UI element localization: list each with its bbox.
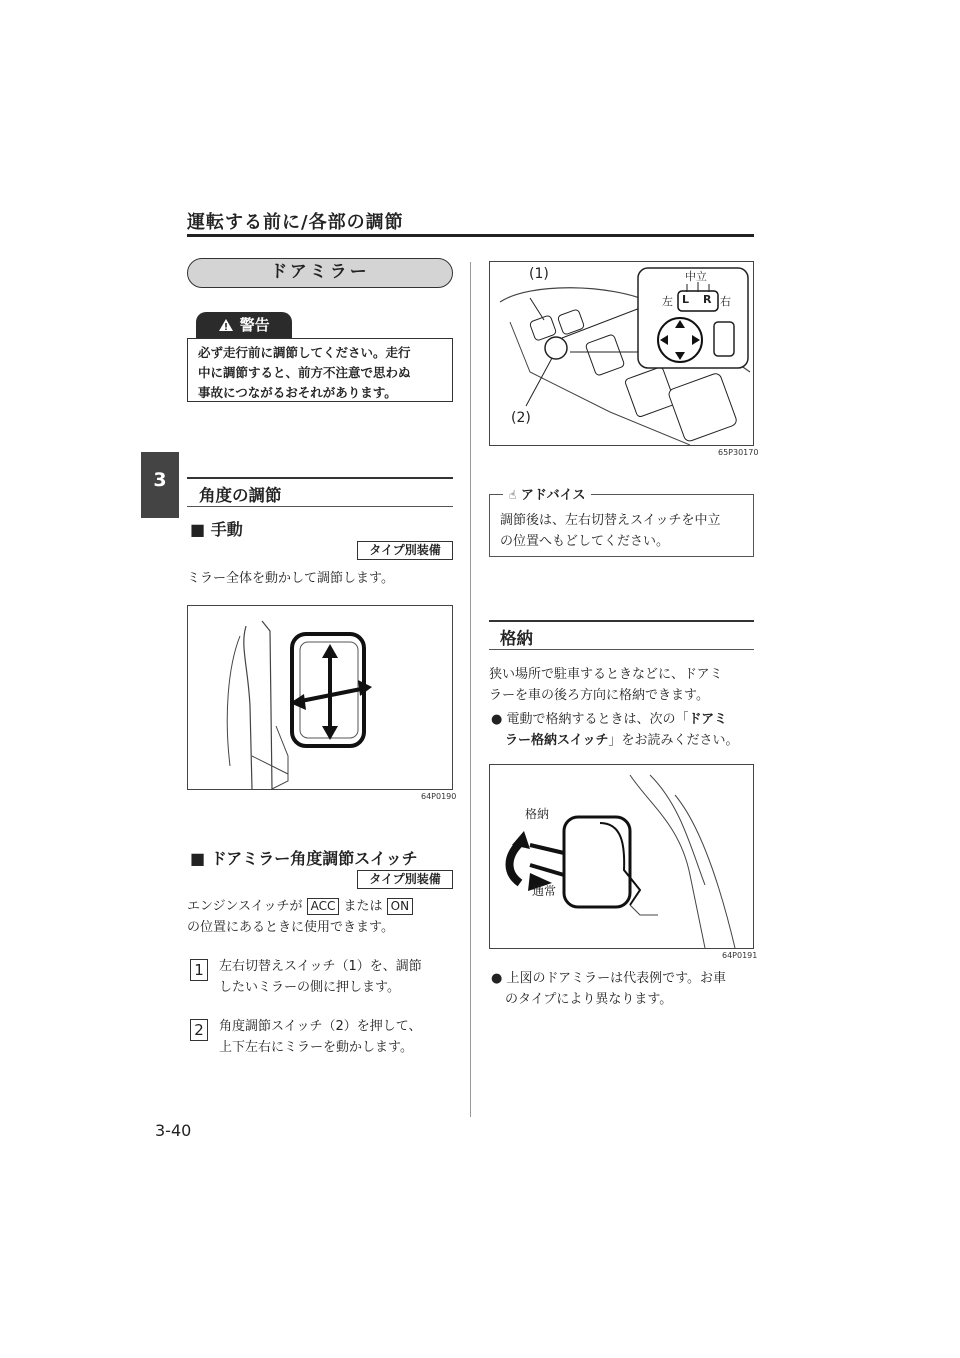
switch-text-line2: の位置にあるときに使用できます。: [187, 920, 394, 935]
page-number: 3-40: [155, 1121, 192, 1140]
storage-text: [489, 664, 723, 706]
warning-text-line: 必ず走行前に調節してください。走行: [198, 345, 411, 360]
switch-text-before: エンジンスイッチが: [187, 899, 303, 914]
storage-text-line: 狭い場所で駐車するときなどに、ドアミ: [489, 667, 723, 682]
step-text: [219, 956, 422, 998]
type-tag: タイプ別装備: [357, 541, 453, 560]
warning-text-line: 事故につながるおそれがあります。: [198, 385, 397, 400]
advice-text-line: 調節後は、左右切替えスイッチを中立: [500, 513, 721, 528]
bullet-dot: ●: [491, 712, 503, 727]
left-label: 左: [662, 295, 673, 308]
bullet-text-before: 電動で格納するときは、次の「: [506, 712, 689, 727]
advice-label: [503, 484, 591, 503]
switch-R-label: R: [703, 293, 712, 306]
warning-text-line: 中に調節すると、前方不注意で思わぬ: [198, 365, 411, 380]
bullet-dot: ●: [491, 971, 503, 986]
step-line: 角度調節スイッチ（2）を押して、: [219, 1019, 422, 1034]
manual-text: ミラー全体を動かして調節します。: [187, 571, 394, 586]
right-label: 右: [720, 295, 731, 308]
neutral-label: 中立: [685, 270, 707, 283]
acc-key: ACC: [307, 898, 340, 915]
type-tag: タイプ別装備: [357, 870, 453, 889]
section-title: ドアミラー: [187, 258, 453, 288]
step-line: 左右切替えスイッチ（1）を、調節: [219, 959, 422, 974]
section-rule-bottom: [187, 506, 453, 507]
bullet-bold-1: ドアミ: [688, 712, 728, 727]
step-text: [219, 1016, 422, 1058]
section-rule-bottom: [489, 649, 754, 650]
bullet-text-after: 」をお読みください。: [608, 733, 739, 748]
mirror-illustration: [188, 606, 452, 789]
switch-text: [187, 896, 457, 938]
storage-note: [491, 968, 756, 1010]
pointing-hand-icon: ☝: [509, 488, 517, 502]
storage-illustration: [490, 765, 753, 948]
step-number: 2: [190, 1019, 208, 1041]
note-line: 上図のドアミラーは代表例です。お車: [506, 971, 727, 986]
stored-label: 格納: [525, 807, 550, 821]
column-divider: [470, 262, 471, 1117]
warning-label-text: 警告: [239, 316, 270, 334]
callout-label-1: (1): [529, 266, 549, 282]
note-line: のタイプにより異なります。: [505, 992, 673, 1007]
storage-figure: [489, 764, 754, 949]
mirror-figure: [187, 605, 453, 790]
section-rule-top: [187, 477, 453, 479]
storage-section-title: 格納: [500, 629, 533, 648]
warning-box: [187, 338, 453, 402]
chapter-tab: 3: [141, 452, 179, 518]
warning-triangle-icon: [218, 314, 234, 340]
advice-box: [489, 494, 754, 557]
on-key: ON: [387, 898, 413, 915]
switch-text-middle: または: [343, 899, 383, 914]
bullet-bold-2: ラー格納スイッチ: [505, 733, 609, 748]
advice-text-line: の位置へもどしてください。: [500, 534, 670, 549]
step-number: 1: [190, 959, 208, 981]
figure-code: 64P0190: [421, 792, 457, 801]
section-rule-top: [489, 620, 754, 622]
normal-label: 通常: [532, 884, 557, 898]
warning-label: [196, 312, 292, 338]
storage-bullet: [491, 709, 756, 751]
step-line: したいミラーの側に押します。: [219, 980, 400, 995]
header-rule: [187, 234, 754, 237]
callout-label-2: (2): [511, 410, 531, 426]
switch-L-label: L: [682, 293, 690, 306]
switch-heading: ■ ドアミラー角度調節スイッチ: [190, 849, 418, 868]
figure-code: 65P30170: [718, 448, 759, 457]
angle-section-title: 角度の調節: [199, 486, 282, 505]
page-header-title: 運転する前に/各部の調節: [187, 212, 404, 233]
figure-code: 64P0191: [722, 951, 758, 960]
storage-text-line: ラーを車の後ろ方向に格納できます。: [489, 688, 709, 703]
step-line: 上下左右にミラーを動かします。: [219, 1040, 413, 1055]
manual-heading: ■ 手動: [190, 520, 243, 539]
advice-label-text: アドバイス: [520, 488, 586, 503]
